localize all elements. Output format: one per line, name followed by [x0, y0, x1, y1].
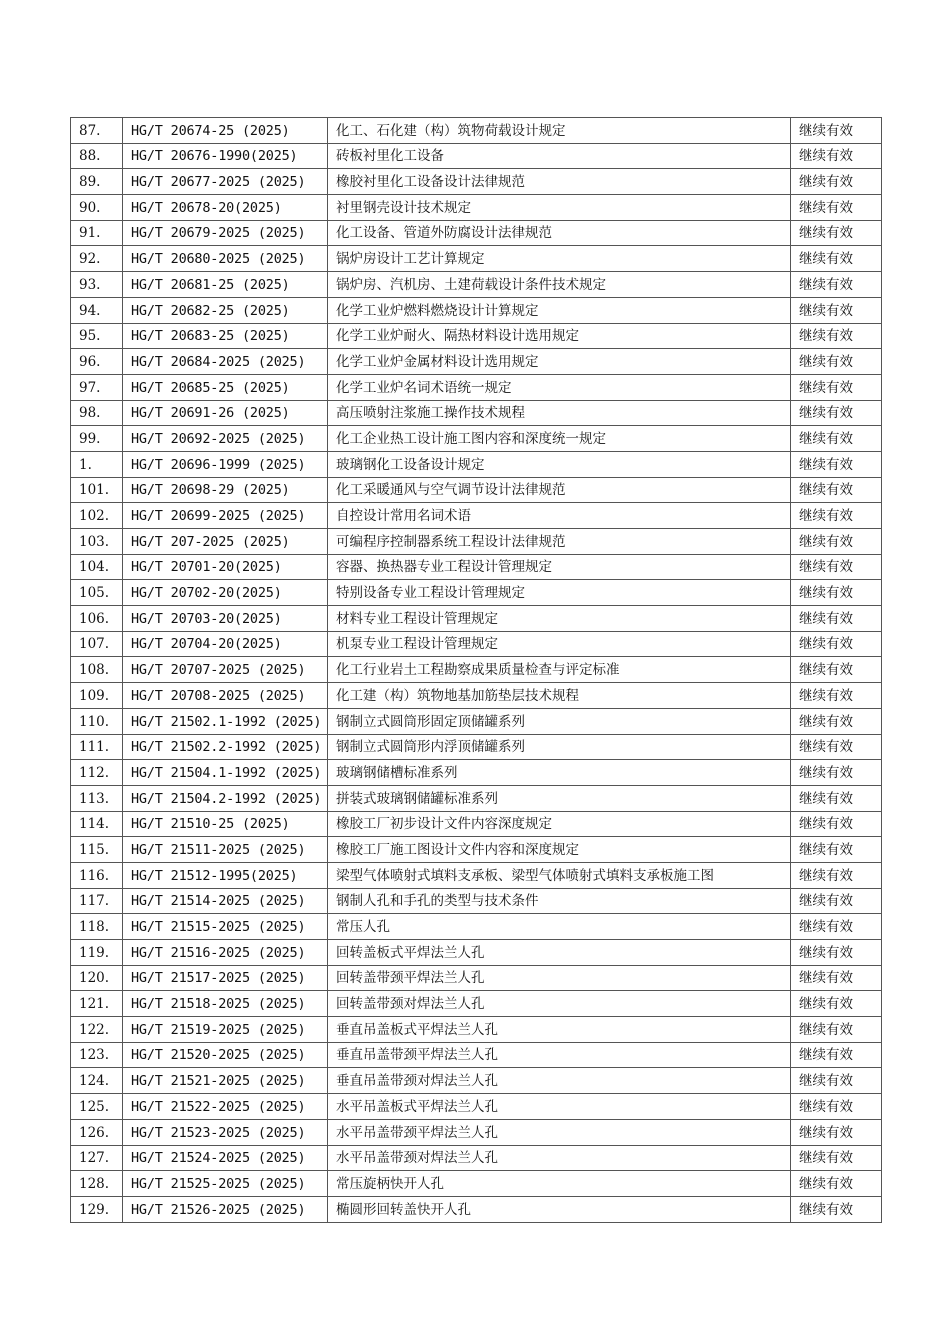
standard-name: 化工采暖通风与空气调节设计法律规范	[328, 477, 791, 503]
standard-code: HG/T 21525-2025 (2025)	[123, 1171, 328, 1197]
standard-name: 自控设计常用名词术语	[328, 503, 791, 529]
row-number: 90.	[71, 195, 123, 221]
standard-name: 水平吊盖带颈对焊法兰人孔	[328, 1145, 791, 1171]
standard-name: 垂直吊盖板式平焊法兰人孔	[328, 1017, 791, 1043]
standard-code: HG/T 20704-20(2025)	[123, 631, 328, 657]
standard-code: HG/T 21526-2025 (2025)	[123, 1196, 328, 1222]
standard-name: 拼装式玻璃钢储罐标准系列	[328, 785, 791, 811]
table-row	[71, 400, 882, 426]
standard-code: HG/T 21515-2025 (2025)	[123, 914, 328, 940]
row-number: 89.	[71, 169, 123, 195]
standard-name: 垂直吊盖带颈平焊法兰人孔	[328, 1042, 791, 1068]
standard-name: 化学工业炉金属材料设计选用规定	[328, 349, 791, 375]
standard-name: 锅炉房设计工艺计算规定	[328, 246, 791, 272]
standard-code: HG/T 21504.2-1992 (2025)	[123, 785, 328, 811]
standard-code: HG/T 20681-25 (2025)	[123, 272, 328, 298]
standard-name: 材料专业工程设计管理规定	[328, 606, 791, 632]
standard-code: HG/T 20707-2025 (2025)	[123, 657, 328, 683]
table-row	[71, 914, 882, 940]
standards-table	[70, 117, 882, 1223]
standard-status: 继续有效	[791, 785, 882, 811]
row-number: 122.	[71, 1017, 123, 1043]
standard-code: HG/T 20698-29 (2025)	[123, 477, 328, 503]
row-number: 129.	[71, 1196, 123, 1222]
table-row	[71, 811, 882, 837]
table-row	[71, 272, 882, 298]
table-row	[71, 1196, 882, 1222]
table-row	[71, 1171, 882, 1197]
table-row	[71, 1094, 882, 1120]
standard-code: HG/T 21502.2-1992 (2025)	[123, 734, 328, 760]
standard-name: 垂直吊盖带颈对焊法兰人孔	[328, 1068, 791, 1094]
standard-code: HG/T 21520-2025 (2025)	[123, 1042, 328, 1068]
table-row	[71, 323, 882, 349]
standard-code: HG/T 20692-2025 (2025)	[123, 426, 328, 452]
standard-name: 常压人孔	[328, 914, 791, 940]
table-row	[71, 991, 882, 1017]
standard-code: HG/T 21519-2025 (2025)	[123, 1017, 328, 1043]
row-number: 116.	[71, 862, 123, 888]
standard-status: 继续有效	[791, 1068, 882, 1094]
standard-status: 继续有效	[791, 349, 882, 375]
row-number: 87.	[71, 118, 123, 144]
standard-code: HG/T 21511-2025 (2025)	[123, 837, 328, 863]
table-row	[71, 451, 882, 477]
table-row	[71, 760, 882, 786]
standard-status: 继续有效	[791, 529, 882, 555]
standard-status: 继续有效	[791, 683, 882, 709]
standard-status: 继续有效	[791, 914, 882, 940]
row-number: 119.	[71, 940, 123, 966]
standard-code: HG/T 20679-2025 (2025)	[123, 220, 328, 246]
standard-name: 橡胶工厂初步设计文件内容深度规定	[328, 811, 791, 837]
row-number: 127.	[71, 1145, 123, 1171]
table-row	[71, 477, 882, 503]
table-row	[71, 837, 882, 863]
standard-name: 回转盖带颈平焊法兰人孔	[328, 965, 791, 991]
row-number: 124.	[71, 1068, 123, 1094]
standard-code: HG/T 21504.1-1992 (2025)	[123, 760, 328, 786]
row-number: 126.	[71, 1119, 123, 1145]
table-row	[71, 734, 882, 760]
standard-name: 机泵专业工程设计管理规定	[328, 631, 791, 657]
standard-code: HG/T 20677-2025 (2025)	[123, 169, 328, 195]
standard-name: 橡胶工厂施工图设计文件内容和深度规定	[328, 837, 791, 863]
standard-code: HG/T 21522-2025 (2025)	[123, 1094, 328, 1120]
table-row	[71, 529, 882, 555]
standard-code: HG/T 20678-20(2025)	[123, 195, 328, 221]
row-number: 102.	[71, 503, 123, 529]
table-row	[71, 580, 882, 606]
standard-status: 继续有效	[791, 657, 882, 683]
standard-code: HG/T 20699-2025 (2025)	[123, 503, 328, 529]
standard-name: 橡胶衬里化工设备设计法律规范	[328, 169, 791, 195]
table-row	[71, 940, 882, 966]
standard-name: 钢制人孔和手孔的类型与技术条件	[328, 888, 791, 914]
standard-status: 继续有效	[791, 554, 882, 580]
row-number: 111.	[71, 734, 123, 760]
standard-code: HG/T 21521-2025 (2025)	[123, 1068, 328, 1094]
row-number: 91.	[71, 220, 123, 246]
table-row	[71, 965, 882, 991]
standard-code: HG/T 207-2025 (2025)	[123, 529, 328, 555]
table-row	[71, 246, 882, 272]
table-row	[71, 683, 882, 709]
standard-status: 继续有效	[791, 837, 882, 863]
table-row	[71, 426, 882, 452]
row-number: 128.	[71, 1171, 123, 1197]
row-number: 94.	[71, 297, 123, 323]
standard-status: 继续有效	[791, 1171, 882, 1197]
standard-status: 继续有效	[791, 888, 882, 914]
standard-status: 继续有效	[791, 1042, 882, 1068]
row-number: 117.	[71, 888, 123, 914]
standard-status: 继续有效	[791, 760, 882, 786]
standard-status: 继续有效	[791, 426, 882, 452]
standard-name: 钢制立式圆筒形内浮顶储罐系列	[328, 734, 791, 760]
standard-status: 继续有效	[791, 708, 882, 734]
standard-code: HG/T 20676-1990(2025)	[123, 143, 328, 169]
standard-status: 继续有效	[791, 631, 882, 657]
row-number: 104.	[71, 554, 123, 580]
row-number: 121.	[71, 991, 123, 1017]
row-number: 107.	[71, 631, 123, 657]
table-row	[71, 657, 882, 683]
standard-status: 继续有效	[791, 580, 882, 606]
standard-status: 继续有效	[791, 503, 882, 529]
row-number: 99.	[71, 426, 123, 452]
row-number: 114.	[71, 811, 123, 837]
table-row	[71, 1017, 882, 1043]
standard-name: 水平吊盖板式平焊法兰人孔	[328, 1094, 791, 1120]
table-row	[71, 606, 882, 632]
standard-status: 继续有效	[791, 477, 882, 503]
standard-status: 继续有效	[791, 811, 882, 837]
table-row	[71, 195, 882, 221]
standard-name: 砖板衬里化工设备	[328, 143, 791, 169]
standard-status: 继续有效	[791, 940, 882, 966]
standard-name: 化学工业炉耐火、隔热材料设计选用规定	[328, 323, 791, 349]
standard-name: 化学工业炉燃料燃烧设计计算规定	[328, 297, 791, 323]
standard-code: HG/T 20684-2025 (2025)	[123, 349, 328, 375]
standard-code: HG/T 20701-20(2025)	[123, 554, 328, 580]
table-row	[71, 862, 882, 888]
standard-code: HG/T 20685-25 (2025)	[123, 374, 328, 400]
standard-code: HG/T 21502.1-1992 (2025)	[123, 708, 328, 734]
row-number: 92.	[71, 246, 123, 272]
standard-name: 衬里钢壳设计技术规定	[328, 195, 791, 221]
standard-status: 继续有效	[791, 1119, 882, 1145]
table-row	[71, 554, 882, 580]
standard-code: HG/T 20702-20(2025)	[123, 580, 328, 606]
table-row	[71, 374, 882, 400]
row-number: 97.	[71, 374, 123, 400]
standard-code: HG/T 20703-20(2025)	[123, 606, 328, 632]
standard-status: 继续有效	[791, 246, 882, 272]
row-number: 93.	[71, 272, 123, 298]
standard-status: 继续有效	[791, 451, 882, 477]
standard-name: 玻璃钢储槽标准系列	[328, 760, 791, 786]
standard-status: 继续有效	[791, 400, 882, 426]
standard-name: 高压喷射注浆施工操作技术规程	[328, 400, 791, 426]
table-row	[71, 888, 882, 914]
row-number: 120.	[71, 965, 123, 991]
standard-code: HG/T 21512-1995(2025)	[123, 862, 328, 888]
table-row	[71, 220, 882, 246]
standard-status: 继续有效	[791, 272, 882, 298]
standard-name: 水平吊盖带颈平焊法兰人孔	[328, 1119, 791, 1145]
standard-code: HG/T 21518-2025 (2025)	[123, 991, 328, 1017]
row-number: 106.	[71, 606, 123, 632]
row-number: 113.	[71, 785, 123, 811]
standard-code: HG/T 21510-25 (2025)	[123, 811, 328, 837]
standard-status: 继续有效	[791, 1017, 882, 1043]
standard-status: 继续有效	[791, 169, 882, 195]
row-number: 103.	[71, 529, 123, 555]
standard-status: 继续有效	[791, 220, 882, 246]
standard-name: 化工设备、管道外防腐设计法律规范	[328, 220, 791, 246]
standard-name: 可编程序控制器系统工程设计法律规范	[328, 529, 791, 555]
table-row	[71, 118, 882, 144]
row-number: 98.	[71, 400, 123, 426]
row-number: 108.	[71, 657, 123, 683]
standard-code: HG/T 21517-2025 (2025)	[123, 965, 328, 991]
standard-code: HG/T 20680-2025 (2025)	[123, 246, 328, 272]
standard-code: HG/T 20696-1999 (2025)	[123, 451, 328, 477]
table-row	[71, 785, 882, 811]
standard-name: 常压旋柄快开人孔	[328, 1171, 791, 1197]
standard-name: 玻璃钢化工设备设计规定	[328, 451, 791, 477]
standard-name: 容器、换热器专业工程设计管理规定	[328, 554, 791, 580]
standard-name: 回转盖带颈对焊法兰人孔	[328, 991, 791, 1017]
table-row	[71, 143, 882, 169]
standard-status: 继续有效	[791, 606, 882, 632]
standard-status: 继续有效	[791, 965, 882, 991]
standard-status: 继续有效	[791, 1145, 882, 1171]
table-row	[71, 1042, 882, 1068]
standard-status: 继续有效	[791, 143, 882, 169]
standard-status: 继续有效	[791, 734, 882, 760]
standard-code: HG/T 20708-2025 (2025)	[123, 683, 328, 709]
standard-name: 特别设备专业工程设计管理规定	[328, 580, 791, 606]
table-row	[71, 1145, 882, 1171]
standard-name: 化工、石化建（构）筑物荷载设计规定	[328, 118, 791, 144]
table-row	[71, 1068, 882, 1094]
table-row	[71, 169, 882, 195]
standard-status: 继续有效	[791, 118, 882, 144]
row-number: 105.	[71, 580, 123, 606]
table-row	[71, 708, 882, 734]
standard-code: HG/T 21514-2025 (2025)	[123, 888, 328, 914]
row-number: 95.	[71, 323, 123, 349]
row-number: 115.	[71, 837, 123, 863]
standard-status: 继续有效	[791, 1094, 882, 1120]
table-row	[71, 503, 882, 529]
standard-status: 继续有效	[791, 195, 882, 221]
standard-code: HG/T 21523-2025 (2025)	[123, 1119, 328, 1145]
table-row	[71, 1119, 882, 1145]
table-row	[71, 349, 882, 375]
standard-name: 化工企业热工设计施工图内容和深度统一规定	[328, 426, 791, 452]
standard-name: 锅炉房、汽机房、土建荷载设计条件技术规定	[328, 272, 791, 298]
standard-name: 回转盖板式平焊法兰人孔	[328, 940, 791, 966]
standard-code: HG/T 20691-26 (2025)	[123, 400, 328, 426]
row-number: 110.	[71, 708, 123, 734]
standard-code: HG/T 20683-25 (2025)	[123, 323, 328, 349]
standard-name: 椭圆形回转盖快开人孔	[328, 1196, 791, 1222]
table-row	[71, 631, 882, 657]
standard-status: 继续有效	[791, 862, 882, 888]
standard-name: 化学工业炉名词术语统一规定	[328, 374, 791, 400]
standard-code: HG/T 20682-25 (2025)	[123, 297, 328, 323]
standard-status: 继续有效	[791, 323, 882, 349]
standard-code: HG/T 21524-2025 (2025)	[123, 1145, 328, 1171]
standard-code: HG/T 21516-2025 (2025)	[123, 940, 328, 966]
standard-code: HG/T 20674-25 (2025)	[123, 118, 328, 144]
row-number: 125.	[71, 1094, 123, 1120]
row-number: 88.	[71, 143, 123, 169]
row-number: 123.	[71, 1042, 123, 1068]
standard-name: 化工建（构）筑物地基加筋垫层技术规程	[328, 683, 791, 709]
standard-name: 钢制立式圆筒形固定顶储罐系列	[328, 708, 791, 734]
row-number: 101.	[71, 477, 123, 503]
row-number: 112.	[71, 760, 123, 786]
standard-status: 继续有效	[791, 1196, 882, 1222]
standards-table-body	[71, 118, 882, 1223]
table-row	[71, 297, 882, 323]
standard-name: 梁型气体喷射式填料支承板、梁型气体喷射式填料支承板施工图	[328, 862, 791, 888]
row-number: 96.	[71, 349, 123, 375]
standard-status: 继续有效	[791, 374, 882, 400]
row-number: 109.	[71, 683, 123, 709]
standard-status: 继续有效	[791, 297, 882, 323]
standard-status: 继续有效	[791, 991, 882, 1017]
row-number: 1.	[71, 451, 123, 477]
row-number: 118.	[71, 914, 123, 940]
standard-name: 化工行业岩土工程勘察成果质量检查与评定标准	[328, 657, 791, 683]
